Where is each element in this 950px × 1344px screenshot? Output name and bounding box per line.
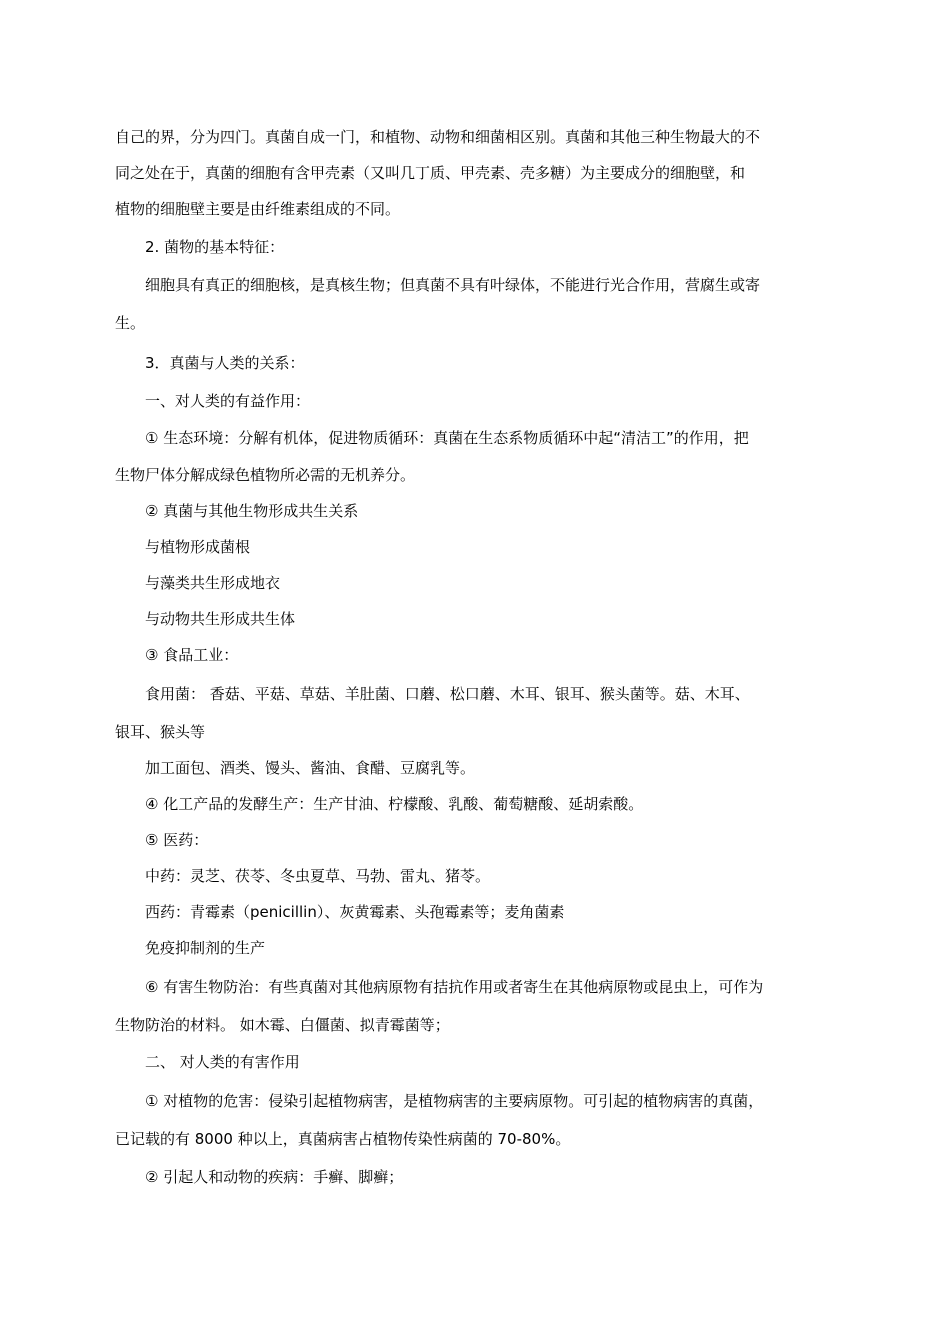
list-item: ② 引起人和动物的疾病：手癣、脚癣；: [145, 1168, 404, 1186]
text-line: 西药：青霉素（penicillin）、灰黄霉素、头孢霉素等；麦角菌素: [145, 903, 565, 921]
text-line: 与藻类共生形成地衣: [145, 574, 281, 592]
list-item: ① 生态环境：分解有机体，促进物质循环：真菌在生态系物质循环中起“清洁工”的作用，把: [145, 429, 749, 447]
text-line: 生。: [115, 314, 146, 332]
section-heading: 2. 菌物的基本特征：: [145, 238, 285, 256]
text-line: 自己的界，分为四门。真菌自成一门，和植物、动物和细菌相区别。真菌和其他三种生物最大的不: [115, 128, 761, 146]
text-line: 银耳、猴头等: [115, 723, 206, 741]
list-item: ① 对植物的危害：侵染引起植物病害，是植物病害的主要病原物。可引起的植物病害的真菌，: [145, 1092, 764, 1110]
text-line: 植物的细胞壁主要是由纤维素组成的不同。: [115, 200, 401, 218]
text-line: 生物防治的材料。 如木霉、白僵菌、拟青霉菌等；: [115, 1016, 450, 1034]
list-item: ⑥ 有害生物防治：有些真菌对其他病原物有拮抗作用或者寄生在其他病原物或昆虫上，可作为: [145, 978, 764, 996]
section-heading: 3．真菌与人类的关系：: [145, 354, 305, 372]
text-line: 生物尸体分解成绿色植物所必需的无机养分。: [115, 466, 416, 484]
text-line: 已记载的有 8000 种以上，真菌病害占植物传染性病菌的 70-80%。: [115, 1130, 571, 1148]
section-heading: 二、 对人类的有害作用: [145, 1053, 300, 1071]
text-line: 中药：灵芝、茯苓、冬虫夏草、马勃、雷丸、猪苓。: [145, 867, 491, 885]
text-line: 与植物形成菌根: [145, 538, 251, 556]
text-line: 细胞具有真正的细胞核，是真核生物；但真菌不具有叶绿体，不能进行光合作用，营腐生或寄: [145, 276, 761, 294]
text-line: 加工面包、酒类、馒头、酱油、食醋、豆腐乳等。: [145, 759, 476, 777]
text-line: 免疫抑制剂的生产: [145, 939, 266, 957]
section-heading: 一、对人类的有益作用：: [145, 392, 311, 410]
list-item: ③ 食品工业：: [145, 646, 239, 664]
text-line: 食用菌： 香菇、平菇、草菇、羊肚菌、口蘑、松口蘑、木耳、银耳、猴头菌等。菇、木耳、: [145, 685, 750, 703]
list-item: ② 真菌与其他生物形成共生关系: [145, 502, 359, 520]
text-line: 同之处在于，真菌的细胞有含甲壳素（又叫几丁质、甲壳素、壳多糖）为主要成分的细胞壁，和: [115, 164, 746, 182]
text-line: 与动物共生形成共生体: [145, 610, 296, 628]
list-item: ⑤ 医药：: [145, 831, 209, 849]
list-item: ④ 化工产品的发酵生产：生产甘油、柠檬酸、乳酸、葡萄糖酸、延胡索酸。: [145, 795, 644, 813]
